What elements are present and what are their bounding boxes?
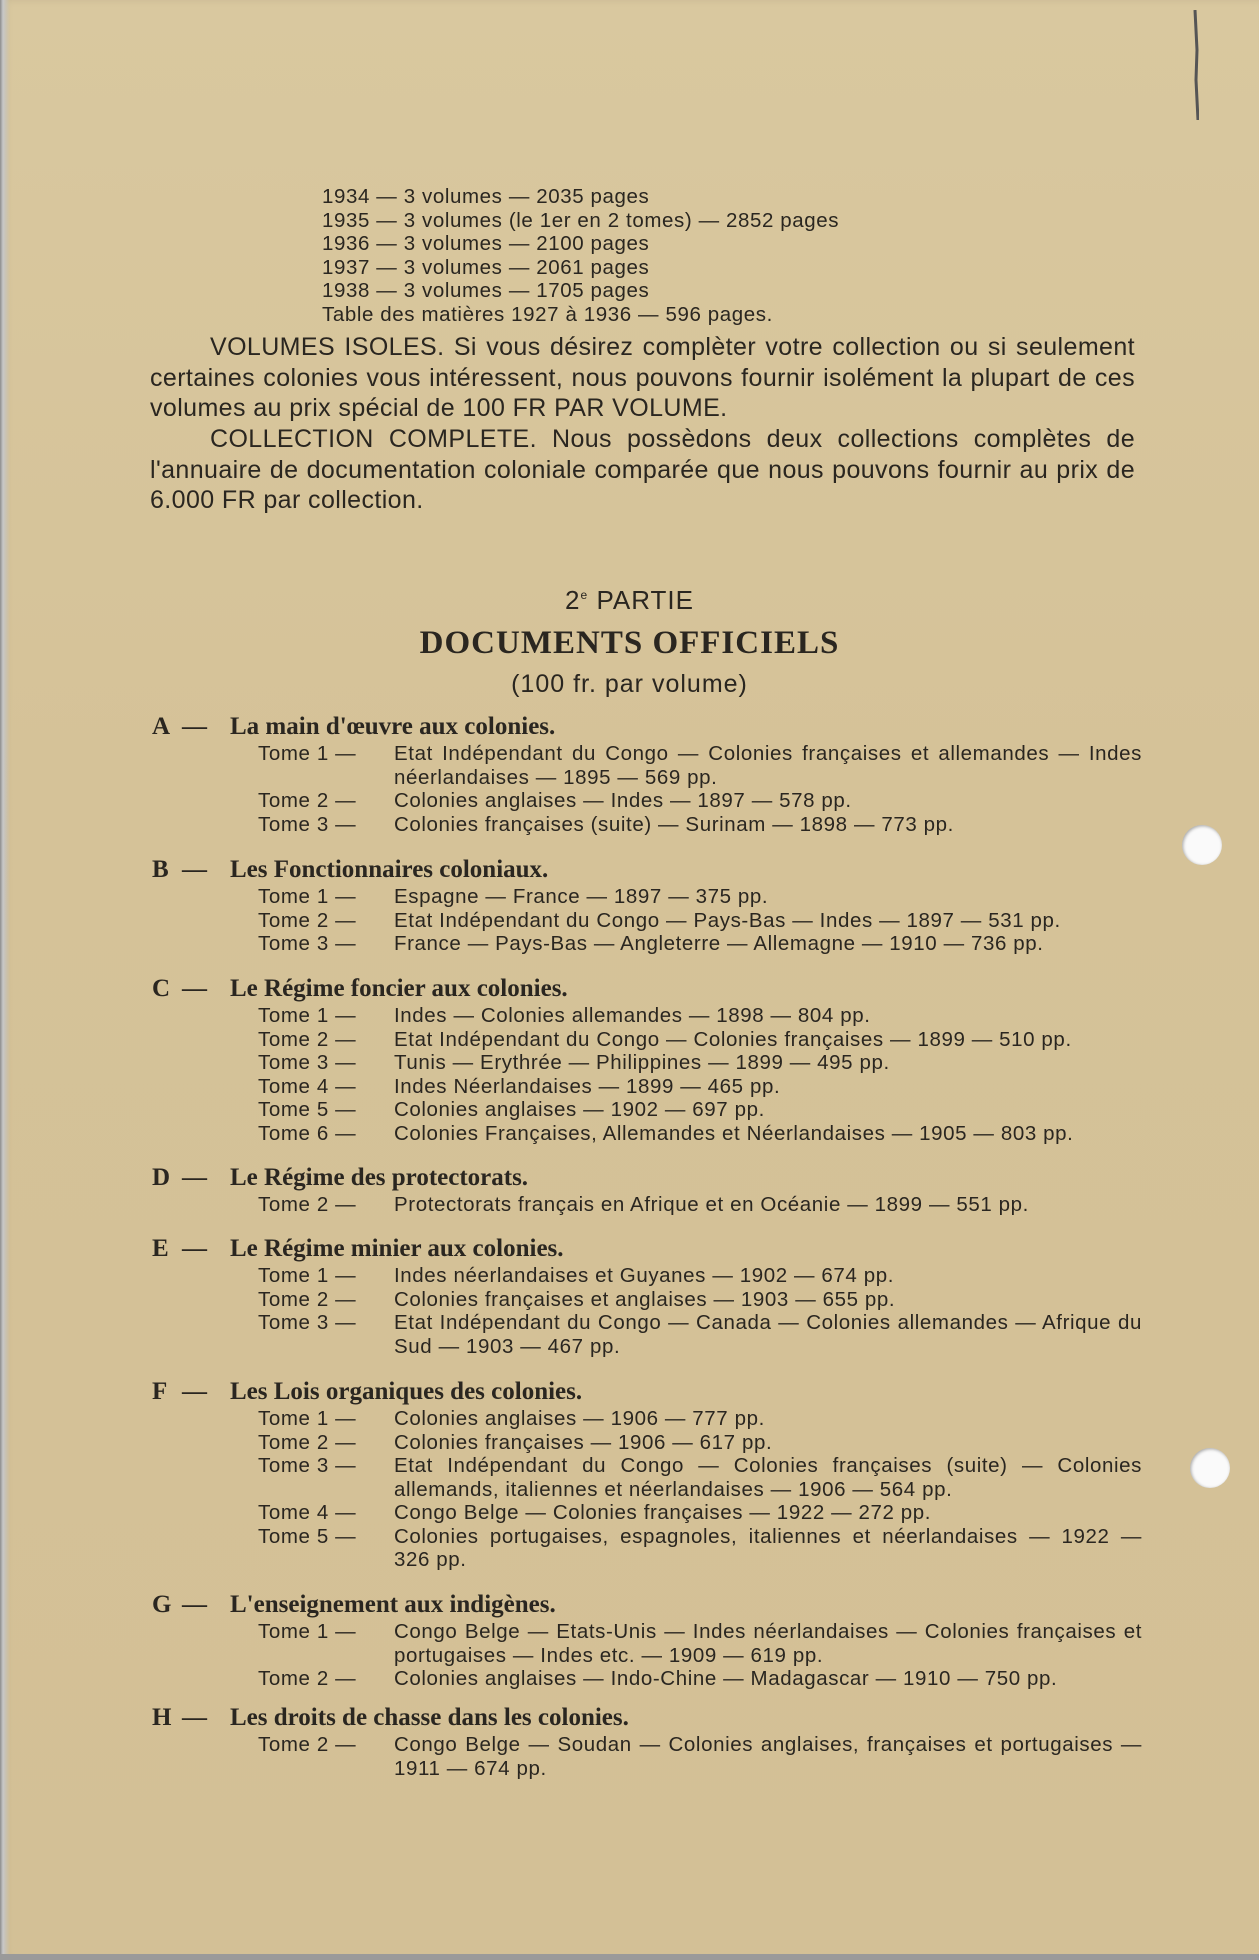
volume-list-line: 1935 — 3 volumes (le 1er en 2 tomes) — 2852 pages — [322, 208, 840, 232]
section-h — [152, 1703, 1142, 1780]
tome-label: Tome 3 — — [258, 1311, 357, 1334]
volumes-isoles-text: VOLUMES ISOLES. Si vous désirez complèter votre collection ou si seulement certaines colonies vous intéressent, nous pouvons fournir isolément la plupart de ces volumes au prix spécial de 100 FR PAR VOLUME. — [150, 333, 1135, 422]
volume-list-line: 1938 — 3 volumes — 1705 pages — [322, 279, 650, 302]
volume-list — [322, 185, 839, 326]
tome-description: Colonies Françaises, Allemandes et Néerlandaises — 1905 — 803 pp. — [394, 1121, 1074, 1145]
section-heading — [152, 712, 1142, 742]
tome-description: Colonies françaises (suite) — Surinam — 1898 — 773 pp. — [394, 812, 954, 836]
tome-entry — [152, 932, 1142, 956]
section-e — [152, 1234, 1142, 1358]
tome-label: Tome 2 — — [258, 1430, 357, 1454]
tome-description: Colonies anglaises — 1906 — 777 pp. — [394, 1407, 765, 1430]
section-letter: D — [152, 1164, 171, 1191]
tome-label: Tome 2 — — [258, 1027, 357, 1051]
section-heading — [152, 1703, 1142, 1733]
tome-description: Espagne — France — 1897 — 375 pp. — [394, 885, 769, 908]
tome-description: Congo Belge — Colonies françaises — 1922 — 272 pp. — [394, 1501, 932, 1524]
section-title: Le Régime des protectorats. — [230, 1164, 529, 1191]
section-dash: — — [182, 1378, 207, 1405]
tome-description: Colonies anglaises — Indes — 1897 — 578 pp. — [394, 789, 852, 812]
tome-description: Colonies anglaises — 1902 — 697 pp. — [394, 1098, 765, 1121]
section-d — [152, 1163, 1142, 1217]
tome-label: Tome 4 — — [258, 1074, 357, 1098]
tome-label: Tome 2 — — [258, 1287, 357, 1311]
volume-list-line: 1936 — 3 volumes — 2100 pages — [322, 232, 650, 255]
tome-label: Tome 2 — — [258, 1193, 357, 1216]
page-bottom-edge — [0, 1954, 1259, 1960]
collection-complete-text: COLLECTION COMPLETE. Nous possèdons deux collections complètes de l'annuaire de documentation coloniale comparée que nous pouvons fournir au prix de 6.000 FR par collection. — [150, 425, 1135, 514]
part-number: 2e PARTIE — [565, 585, 694, 615]
section-heading — [152, 855, 1142, 885]
section-letter: H — [152, 1704, 172, 1731]
section-dash: — — [182, 1591, 207, 1618]
tome-label: Tome 1 — — [258, 885, 357, 908]
tome-description: Colonies françaises et anglaises — 1903 — 655 pp. — [394, 1287, 896, 1311]
section-letter: E — [152, 1235, 169, 1262]
volumes-isoles-paragraph — [150, 332, 1135, 424]
section-dash: — — [182, 975, 207, 1002]
section-title: Le Régime minier aux colonies. — [230, 1235, 564, 1262]
tome-entry — [152, 1407, 1142, 1431]
section-letter: C — [152, 975, 171, 1002]
tome-entry — [152, 1733, 1142, 1780]
tome-label: Tome 2 — — [258, 789, 357, 812]
tome-label: Tome 3 — — [258, 1454, 357, 1477]
tome-entry — [152, 1122, 1142, 1146]
tome-description: Indes Néerlandaises — 1899 — 465 pp. — [394, 1074, 781, 1098]
collection-complete-paragraph — [150, 424, 1135, 516]
tome-description: Etat Indépendant du Congo — Canada — Colonies allemandes — Afrique du Sud — 1903 — 467 pp. — [394, 1311, 1142, 1358]
section-dash: — — [182, 856, 207, 883]
tome-entry — [152, 1098, 1142, 1122]
section-letter: A — [152, 713, 171, 740]
section-title: L'enseignement aux indigènes. — [230, 1591, 556, 1618]
section-dash: — — [182, 1235, 207, 1262]
tome-label: Tome 3 — — [258, 812, 357, 836]
tome-description: Protectorats français en Afrique et en Océanie — 1899 — 551 pp. — [394, 1193, 1029, 1216]
tome-entry — [152, 1075, 1142, 1099]
tome-entry — [152, 813, 1142, 837]
section-title: Les Fonctionnaires coloniaux. — [230, 856, 549, 883]
punch-hole — [1182, 825, 1222, 865]
section-f — [152, 1377, 1142, 1572]
tome-entry — [152, 1264, 1142, 1288]
tome-entry — [152, 1431, 1142, 1455]
tome-entry — [152, 789, 1142, 813]
volume-list-line: 1934 — 3 volumes — 2035 pages — [322, 185, 650, 208]
paper-mark — [1193, 10, 1199, 120]
part-subtitle: (100 fr. par volume) — [511, 670, 748, 698]
tome-entry — [152, 1454, 1142, 1501]
section-title: Le Régime foncier aux colonies. — [230, 975, 568, 1002]
tome-description: France — Pays-Bas — Angleterre — Allemagne — 1910 — 736 pp. — [394, 932, 1044, 955]
tome-description: Indes néerlandaises et Guyanes — 1902 — 674 pp. — [394, 1264, 895, 1287]
section-dash: — — [182, 713, 207, 740]
section-a — [152, 712, 1142, 836]
part-title: DOCUMENTS OFFICIELS — [419, 625, 840, 661]
section-c — [152, 974, 1142, 1145]
tome-label: Tome 1 — — [258, 1620, 357, 1643]
tome-label: Tome 5 — — [258, 1524, 357, 1548]
tome-label: Tome 2 — — [258, 908, 357, 932]
tome-description: Indes — Colonies allemandes — 1898 — 804 pp. — [394, 1004, 871, 1027]
tome-label: Tome 2 — — [258, 1733, 357, 1756]
tome-entry — [152, 1667, 1142, 1691]
section-letter: B — [152, 856, 169, 883]
tome-entry — [152, 1004, 1142, 1028]
tome-entry — [152, 1311, 1142, 1358]
tome-entry — [152, 1193, 1142, 1217]
tome-entry — [152, 1028, 1142, 1052]
tome-entry — [152, 1620, 1142, 1667]
tome-entry — [152, 1525, 1142, 1572]
punch-hole — [1190, 1448, 1230, 1488]
tome-label: Tome 5 — — [258, 1098, 357, 1121]
section-heading — [152, 1377, 1142, 1407]
section-title: La main d'œuvre aux colonies. — [230, 713, 556, 740]
tome-description: Colonies portugaises, espagnoles, italiennes et néerlandaises — 1922 — 326 pp. — [394, 1524, 1142, 1571]
tome-entry — [152, 1288, 1142, 1312]
section-letter: F — [152, 1378, 168, 1405]
volume-list-line: 1937 — 3 volumes — 2061 pages — [322, 255, 650, 279]
tome-entry — [152, 1051, 1142, 1075]
section-heading — [152, 1234, 1142, 1264]
section-g — [152, 1590, 1142, 1691]
tome-label: Tome 1 — — [258, 742, 357, 765]
tome-label: Tome 4 — — [258, 1501, 357, 1524]
section-letter: G — [152, 1591, 172, 1618]
tome-description: Etat Indépendant du Congo — Pays-Bas — Indes — 1897 — 531 pp. — [394, 908, 1061, 932]
tome-label: Tome 6 — — [258, 1121, 357, 1145]
section-title: Les droits de chasse dans les colonies. — [230, 1704, 629, 1731]
tome-label: Tome 1 — — [258, 1264, 357, 1287]
section-title: Les Lois organiques des colonies. — [230, 1378, 583, 1405]
tome-description: Etat Indépendant du Congo — Colonies françaises — 1899 — 510 pp. — [394, 1027, 1072, 1051]
tome-description: Congo Belge — Soudan — Colonies anglaises, françaises et portugaises — 1911 — 674 pp. — [394, 1733, 1142, 1780]
volume-list-line: Table des matières 1927 à 1936 — 596 pages. — [322, 302, 773, 326]
section-heading — [152, 1163, 1142, 1193]
section-dash: — — [182, 1164, 207, 1191]
tome-entry — [152, 909, 1142, 933]
tome-label: Tome 1 — — [258, 1004, 357, 1027]
section-heading — [152, 974, 1142, 1004]
section-heading — [152, 1590, 1142, 1620]
tome-description: Colonies anglaises — Indo-Chine — Madagascar — 1910 — 750 pp. — [394, 1667, 1058, 1690]
tome-entry — [152, 885, 1142, 909]
tome-description: Etat Indépendant du Congo — Colonies françaises et allemandes — Indes néerlandaises — 1895 — 569 pp. — [394, 742, 1142, 789]
tome-label: Tome 2 — — [258, 1667, 357, 1690]
page-left-edge — [0, 0, 10, 1960]
section-b — [152, 855, 1142, 956]
tome-description: Colonies françaises — 1906 — 617 pp. — [394, 1430, 773, 1454]
tome-entry — [152, 742, 1142, 789]
tome-label: Tome 1 — — [258, 1407, 357, 1430]
tome-entry — [152, 1501, 1142, 1525]
tome-label: Tome 3 — — [258, 1051, 357, 1074]
tome-description: Tunis — Erythrée — Philippines — 1899 — 495 pp. — [394, 1051, 890, 1074]
tome-description: Congo Belge — Etats-Unis — Indes néerlandaises — Colonies françaises et portugaises — Indes etc. — 1909 — 619 pp. — [394, 1620, 1142, 1667]
tome-label: Tome 3 — — [258, 932, 357, 955]
tome-description: Etat Indépendant du Congo — Colonies françaises (suite) — Colonies allemands, italiennes et néerlandaises — 1906 — 564 pp. — [394, 1454, 1142, 1501]
section-dash: — — [182, 1704, 207, 1731]
